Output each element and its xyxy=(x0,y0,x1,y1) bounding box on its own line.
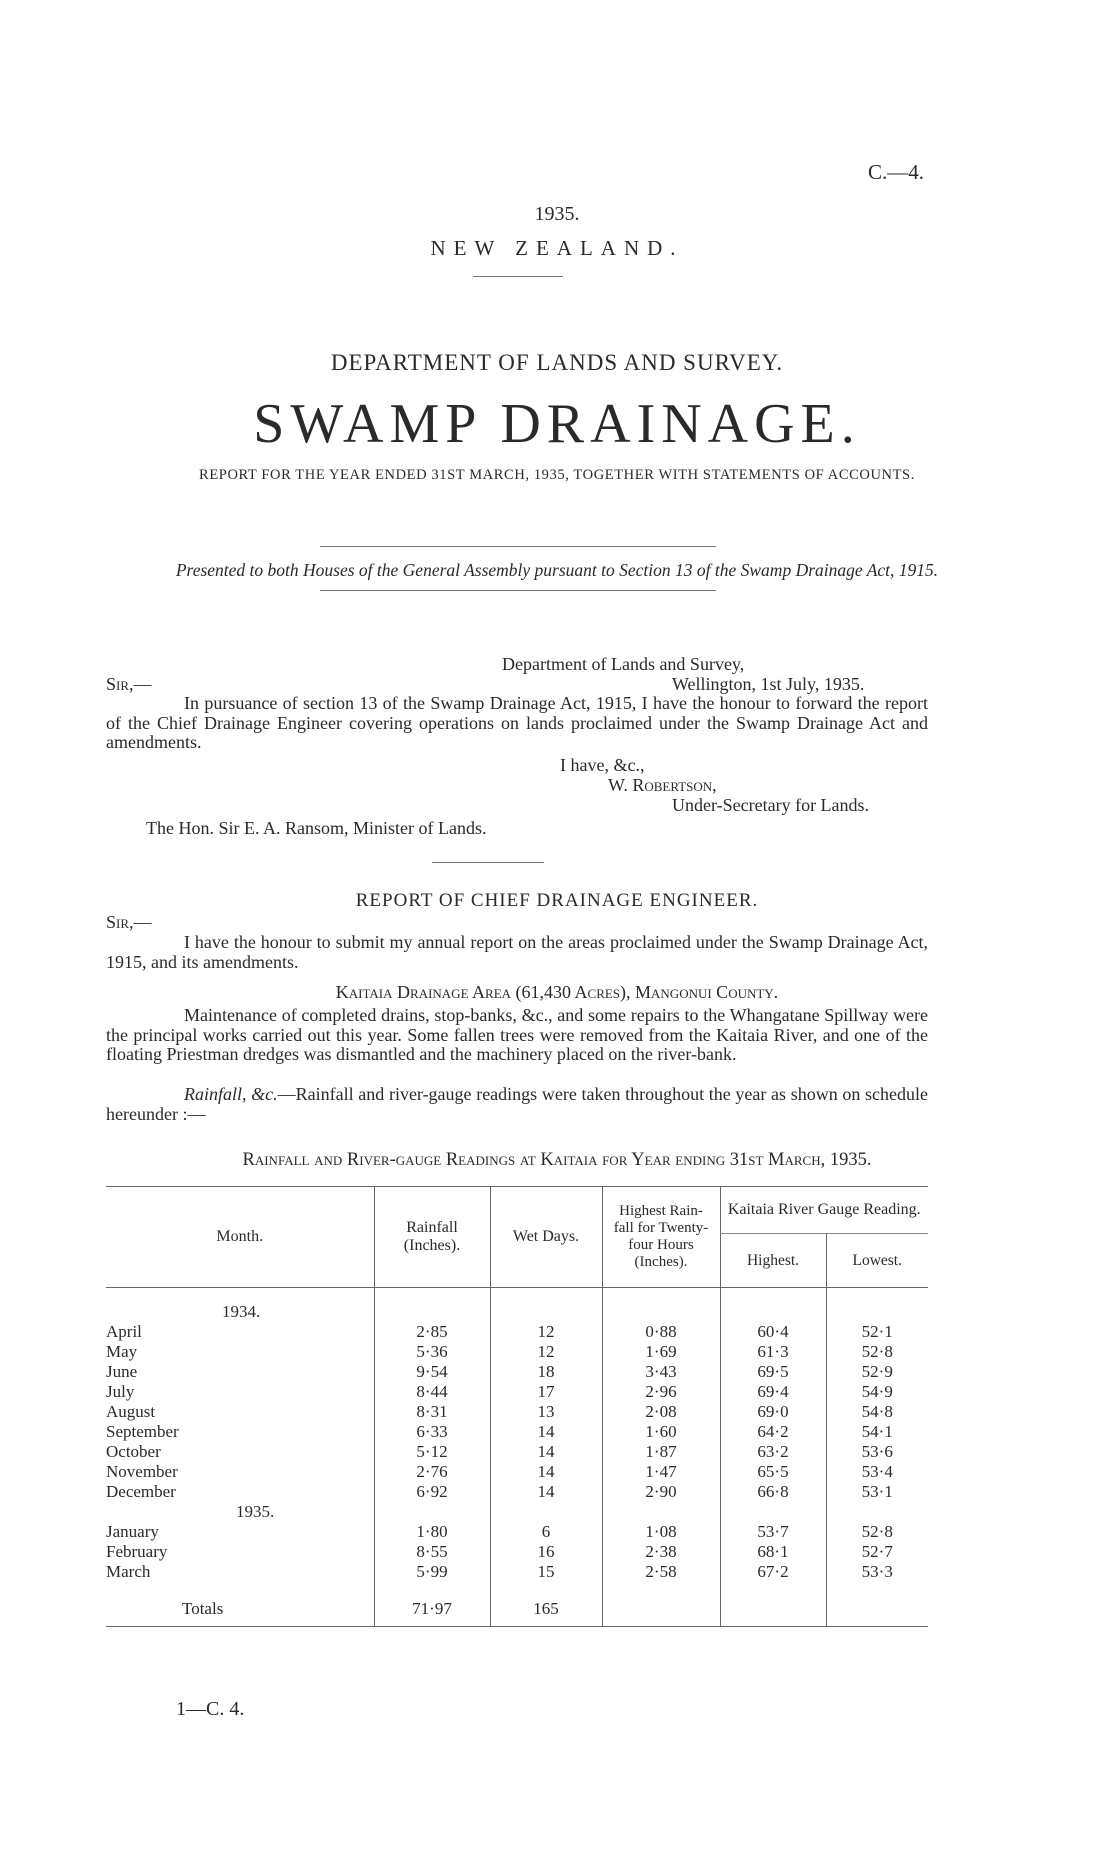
gauge-lowest-cell: 53·4 xyxy=(826,1462,928,1482)
divider xyxy=(473,276,563,277)
gauge-lowest-cell: 52·9 xyxy=(826,1362,928,1382)
highest-rainfall-cell: 1·08 xyxy=(602,1522,720,1542)
spacer-cell xyxy=(826,1592,928,1627)
letter-salutation: Sir,— xyxy=(106,674,152,694)
country-name: NEW ZEALAND. xyxy=(430,236,684,260)
rainfall-cell: 6·33 xyxy=(374,1422,490,1442)
header-wet-days: Wet Days. xyxy=(490,1187,602,1288)
month-cell: April xyxy=(106,1322,142,1341)
totals-rainfall: 71·97 xyxy=(374,1592,490,1627)
spacer-cell xyxy=(490,1582,602,1592)
report-salutation: Sir,— xyxy=(106,912,152,932)
month-cell: July xyxy=(106,1382,135,1401)
gauge-lowest-cell: 53·1 xyxy=(826,1482,928,1502)
gauge-highest-cell: 63·2 xyxy=(720,1442,826,1462)
wet-days-cell: 17 xyxy=(490,1382,602,1402)
header-highest: Highest. xyxy=(720,1234,826,1288)
document-year: 1935. xyxy=(534,203,580,225)
rainfall-cell: 5·12 xyxy=(374,1442,490,1462)
highest-rainfall-cell: 2·38 xyxy=(602,1542,720,1562)
spacer-cell xyxy=(490,1288,602,1303)
highest-rainfall-cell: 2·58 xyxy=(602,1562,720,1582)
header-highest-rainfall: Highest Rain-fall for Twenty-four Hours (Inches). xyxy=(602,1187,720,1288)
wet-days-cell: 13 xyxy=(490,1402,602,1422)
gauge-lowest-cell: 54·8 xyxy=(826,1402,928,1422)
gauge-highest-cell: 69·5 xyxy=(720,1362,826,1382)
wet-days-cell: 14 xyxy=(490,1462,602,1482)
table-spacer xyxy=(106,1288,928,1303)
header-month: Month. xyxy=(216,1228,264,1245)
area-heading: Kaitaia Drainage Area (61,430 Acres), Mangonui County. xyxy=(335,982,779,1002)
rainfall-cell: 5·99 xyxy=(374,1562,490,1582)
wet-days-cell: 12 xyxy=(490,1342,602,1362)
rainfall-cell: 5·36 xyxy=(374,1342,490,1362)
spacer-cell xyxy=(602,1502,720,1522)
table-row xyxy=(106,1342,928,1362)
spacer-cell xyxy=(826,1582,928,1592)
rainfall-cell: 8·31 xyxy=(374,1402,490,1422)
gauge-highest-cell: 66·8 xyxy=(720,1482,826,1502)
rainfall-cell: 9·54 xyxy=(374,1362,490,1382)
wet-days-cell: 14 xyxy=(490,1482,602,1502)
gauge-lowest-cell: 54·1 xyxy=(826,1422,928,1442)
rainfall-cell: 1·80 xyxy=(374,1522,490,1542)
table-row xyxy=(106,1442,928,1462)
highest-rainfall-cell: 2·96 xyxy=(602,1382,720,1402)
spacer-cell xyxy=(720,1502,826,1522)
year-row xyxy=(106,1302,928,1322)
rainfall-cell: 2·76 xyxy=(374,1462,490,1482)
totals-wet-days: 165 xyxy=(490,1592,602,1627)
gauge-lowest-cell: 52·7 xyxy=(826,1542,928,1562)
divider xyxy=(432,862,544,863)
spacer-cell xyxy=(602,1302,720,1322)
gauge-highest-cell: 67·2 xyxy=(720,1562,826,1582)
spacer-cell xyxy=(490,1302,602,1322)
spacer-cell xyxy=(602,1582,720,1592)
month-cell: October xyxy=(106,1442,161,1461)
spacer-cell xyxy=(720,1592,826,1627)
totals-row xyxy=(106,1592,928,1627)
spacer-cell xyxy=(106,1288,374,1303)
rainfall-lead: Rainfall, &c. xyxy=(184,1084,278,1104)
year-label: 1935. xyxy=(236,1502,275,1521)
report-paragraph-2 xyxy=(106,1085,928,1124)
header-rainfall: Rainfall (Inches). xyxy=(374,1187,490,1288)
document-code: C.—4. xyxy=(867,160,924,184)
highest-rainfall-cell: 1·69 xyxy=(602,1342,720,1362)
letter-signer: W. Robertson, xyxy=(608,775,717,795)
wet-days-cell: 15 xyxy=(490,1562,602,1582)
spacer-cell xyxy=(374,1502,490,1522)
wet-days-cell: 6 xyxy=(490,1522,602,1542)
table-row xyxy=(106,1542,928,1562)
month-cell: August xyxy=(106,1402,156,1421)
table-spacer xyxy=(106,1582,928,1592)
highest-rainfall-cell: 1·87 xyxy=(602,1442,720,1462)
table-row xyxy=(106,1462,928,1482)
wet-days-cell: 16 xyxy=(490,1542,602,1562)
header-gauge-reading: Kaitaia River Gauge Reading. xyxy=(720,1187,928,1234)
gauge-lowest-cell: 52·1 xyxy=(826,1322,928,1342)
document-title: SWAMP DRAINAGE. xyxy=(253,393,861,455)
rainfall-cell: 8·44 xyxy=(374,1382,490,1402)
month-cell: February xyxy=(106,1542,168,1561)
divider xyxy=(320,546,716,547)
department-name: DEPARTMENT OF LANDS AND SURVEY. xyxy=(330,350,784,375)
report-intro: I have the honour to submit my annual report on the areas proclaimed under the Swamp Drainage Act, 1915, and its amendments. xyxy=(106,932,928,972)
table-row xyxy=(106,1482,928,1502)
presented-note: Presented to both Houses of the General Assembly pursuant to Section 13 of the Swamp Drainage Act, 1915. xyxy=(175,560,939,580)
spacer-cell xyxy=(374,1288,490,1303)
gauge-highest-cell: 69·0 xyxy=(720,1402,826,1422)
month-cell: January xyxy=(106,1522,159,1541)
month-cell: March xyxy=(106,1562,151,1581)
spacer-cell xyxy=(602,1592,720,1627)
table-body xyxy=(106,1288,928,1627)
table-row xyxy=(106,1382,928,1402)
highest-rainfall-cell: 1·47 xyxy=(602,1462,720,1482)
gauge-lowest-cell: 54·9 xyxy=(826,1382,928,1402)
table-row xyxy=(106,1322,928,1342)
highest-rainfall-cell: 2·08 xyxy=(602,1402,720,1422)
spacer-cell xyxy=(602,1288,720,1303)
divider xyxy=(320,590,716,591)
spacer-cell xyxy=(374,1302,490,1322)
year-row xyxy=(106,1502,928,1522)
rainfall-cell: 2·85 xyxy=(374,1322,490,1342)
letter-closing: I have, &c., xyxy=(560,755,645,775)
header-lowest: Lowest. xyxy=(826,1234,928,1288)
rainfall-text: —Rainfall and river-gauge readings were taken throughout the year as shown on schedule hereunder :— xyxy=(106,1084,928,1124)
table-row xyxy=(106,1402,928,1422)
letter-department: Department of Lands and Survey, xyxy=(502,654,745,674)
document-subtitle: REPORT FOR THE YEAR ENDED 31ST MARCH, 1935, TOGETHER WITH STATEMENTS OF ACCOUNTS. xyxy=(199,467,915,483)
spacer-cell xyxy=(490,1502,602,1522)
totals-label: Totals xyxy=(182,1599,224,1618)
rainfall-cell: 8·55 xyxy=(374,1542,490,1562)
report-heading: REPORT OF CHIEF DRAINAGE ENGINEER. xyxy=(355,890,759,911)
gauge-highest-cell: 65·5 xyxy=(720,1462,826,1482)
spacer-cell xyxy=(720,1582,826,1592)
letter-body: In pursuance of section 13 of the Swamp Drainage Act, 1915, I have the honour to forward the report of the Chief Drainage Engineer covering operations on lands proclaimed under the Swamp Drainage Act and amendments. xyxy=(106,693,928,752)
spacer-cell xyxy=(106,1582,374,1592)
highest-rainfall-cell: 1·60 xyxy=(602,1422,720,1442)
wet-days-cell: 14 xyxy=(490,1422,602,1442)
wet-days-cell: 12 xyxy=(490,1322,602,1342)
gauge-lowest-cell: 53·3 xyxy=(826,1562,928,1582)
gauge-highest-cell: 60·4 xyxy=(720,1322,826,1342)
month-cell: May xyxy=(106,1342,138,1361)
spacer-cell xyxy=(720,1302,826,1322)
spacer-cell xyxy=(720,1288,826,1303)
highest-rainfall-cell: 0·88 xyxy=(602,1322,720,1342)
gauge-lowest-cell: 52·8 xyxy=(826,1342,928,1362)
table-caption: Rainfall and River-gauge Readings at Kaitaia for Year ending 31st March, 1935. xyxy=(242,1150,872,1170)
month-cell: November xyxy=(106,1462,178,1481)
rainfall-cell: 6·92 xyxy=(374,1482,490,1502)
gauge-highest-cell: 61·3 xyxy=(720,1342,826,1362)
table-row xyxy=(106,1422,928,1442)
month-cell: June xyxy=(106,1362,138,1381)
letter-addressee: The Hon. Sir E. A. Ransom, Minister of Lands. xyxy=(146,818,487,838)
wet-days-cell: 18 xyxy=(490,1362,602,1382)
letter-place-date: Wellington, 1st July, 1935. xyxy=(672,674,865,694)
spacer-cell xyxy=(826,1302,928,1322)
gauge-highest-cell: 53·7 xyxy=(720,1522,826,1542)
gauge-highest-cell: 69·4 xyxy=(720,1382,826,1402)
spacer-cell xyxy=(826,1502,928,1522)
spacer-cell xyxy=(374,1582,490,1592)
spacer-cell xyxy=(826,1288,928,1303)
table-row xyxy=(106,1362,928,1382)
gauge-lowest-cell: 53·6 xyxy=(826,1442,928,1462)
gauge-highest-cell: 68·1 xyxy=(720,1542,826,1562)
month-cell: December xyxy=(106,1482,176,1501)
letter-signer-title: Under-Secretary for Lands. xyxy=(672,795,870,815)
highest-rainfall-cell: 2·90 xyxy=(602,1482,720,1502)
year-label: 1934. xyxy=(222,1302,261,1321)
table-row xyxy=(106,1522,928,1542)
rainfall-table xyxy=(106,1186,928,1627)
table-row xyxy=(106,1562,928,1582)
page-footer: 1—C. 4. xyxy=(176,1698,245,1720)
gauge-highest-cell: 64·2 xyxy=(720,1422,826,1442)
highest-rainfall-cell: 3·43 xyxy=(602,1362,720,1382)
gauge-lowest-cell: 52·8 xyxy=(826,1522,928,1542)
report-paragraph-1: Maintenance of completed drains, stop-banks, &c., and some repairs to the Whangatane Spillway were the principal works carried out this year. Some fallen trees were removed from the Kaitaia River, and one of the floating Priestman dredges was dismantled and the machinery placed on the river-bank. xyxy=(106,1005,928,1064)
month-cell: September xyxy=(106,1422,179,1441)
wet-days-cell: 14 xyxy=(490,1442,602,1462)
